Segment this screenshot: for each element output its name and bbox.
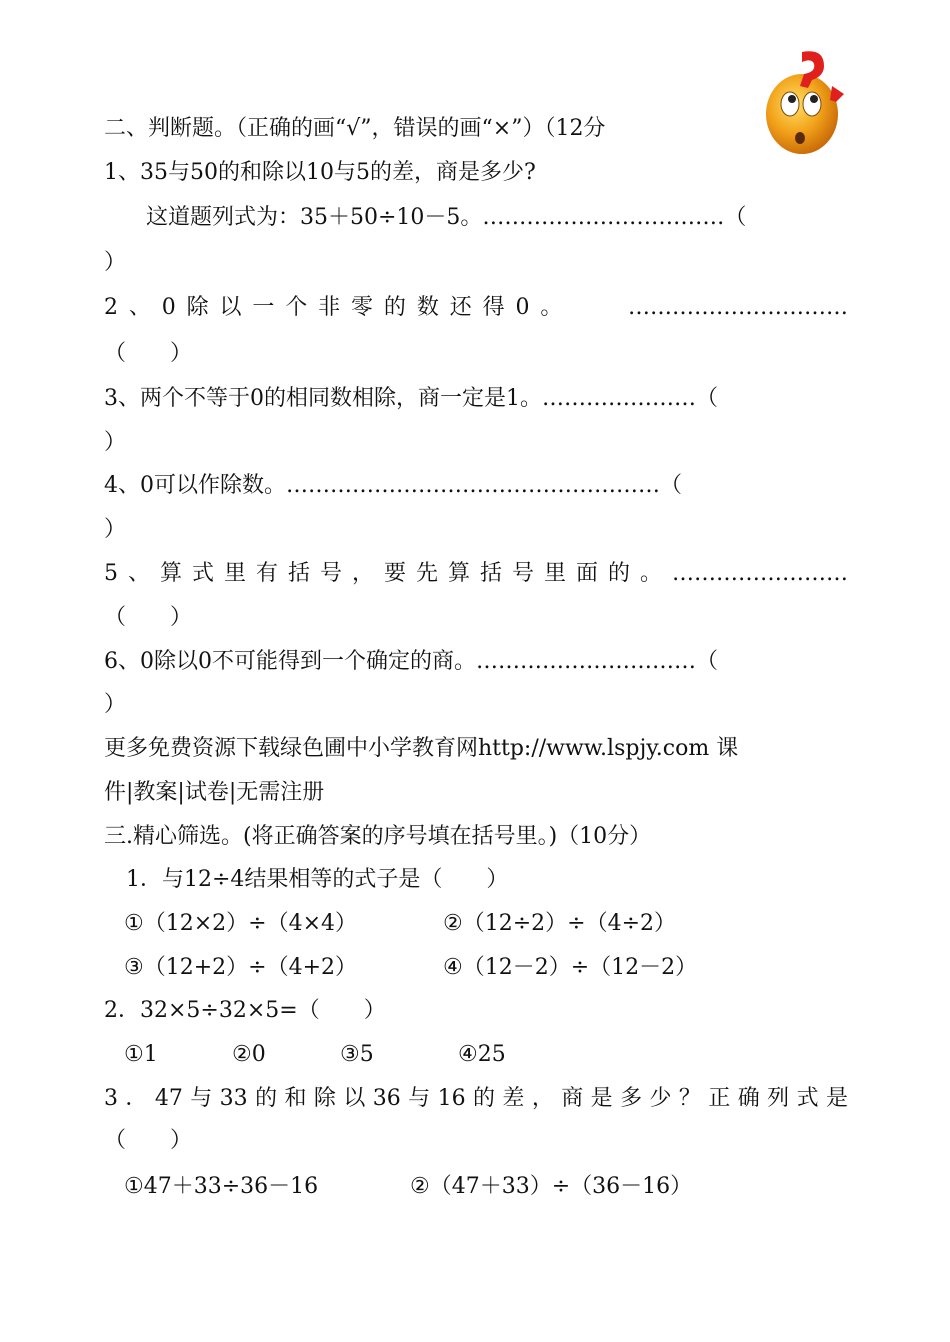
choice-question-3-stem: 3．47与33的和除以36与16的差，商是多少？正确列式是: [104, 1086, 848, 1111]
section-2-title: 二、判断题。（正确的画“√”，错误的画“×”）（12分: [104, 116, 606, 141]
section-3-title: 三.精心筛选。(将正确答案的序号填在括号里。)（10分）: [104, 824, 652, 849]
question-6-line2: ）: [104, 692, 127, 717]
choice-question-3-option-1: ①47＋33÷36－16: [124, 1174, 319, 1199]
choice-question-1-option-1: ①（12×2）÷（4×4）: [124, 911, 358, 936]
question-1-line1: 1、35与50的和除以10与5的差，商是多少?: [104, 160, 536, 185]
choice-question-2-option-2: ②0: [232, 1042, 266, 1067]
choice-question-2-option-1: ①1: [124, 1042, 158, 1067]
choice-question-1-option-4: ④（12－2）÷（12－2）: [443, 955, 698, 980]
question-3-line1: 3、两个不等于0的相同数相除，商一定是1。…………………（: [104, 386, 718, 411]
choice-question-1-option-2: ②（12÷2）÷（4÷2）: [443, 911, 677, 936]
question-6-line1: 6、0除以0不可能得到一个确定的商。…………………………（: [104, 649, 718, 674]
choice-question-1-option-3: ③（12+2）÷（4+2）: [124, 955, 358, 980]
question-1-line2: 这道题列式为：35＋50÷10－5。……………………………（: [146, 205, 747, 230]
question-3-line2: ）: [104, 430, 127, 455]
question-2-line1: 2、0除以一个非零的数还得0。 …………………………: [104, 295, 848, 320]
choice-question-2-option-3: ③5: [340, 1042, 374, 1067]
question-2-line2: （ ）: [104, 341, 193, 366]
question-4-line2: ）: [104, 517, 127, 542]
question-1-line3: ）: [104, 250, 127, 275]
promo-line2: 件|教案|试卷|无需注册: [104, 780, 325, 805]
choice-question-2-stem: 2．32×5÷32×5=（ ）: [104, 998, 386, 1023]
choice-question-1-stem: 1．与12÷4结果相等的式子是（ ）: [126, 867, 509, 892]
choice-question-3-blank: （ ）: [104, 1128, 193, 1153]
promo-line1: 更多免费资源下载绿色圃中小学教育网http://www.lspjy.com 课: [104, 736, 739, 761]
choice-question-2-option-4: ④25: [458, 1042, 506, 1067]
choice-question-3-option-2: ②（47＋33）÷（36－16）: [410, 1174, 693, 1199]
question-5-line2: （ ）: [104, 605, 193, 630]
question-5-line1: 5、算式里有括号，要先算括号里面的。……………………: [104, 561, 848, 586]
question-4-line1: 4、0可以作除数。……………………………………………（: [104, 473, 682, 498]
